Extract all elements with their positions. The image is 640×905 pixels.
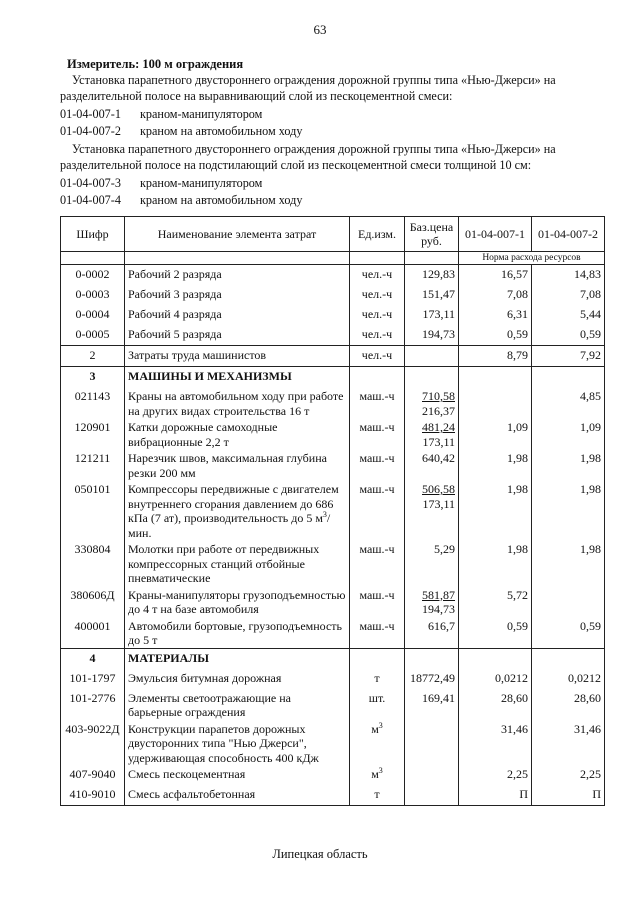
row-code xyxy=(61,689,125,720)
row-name xyxy=(125,785,350,806)
row-v1-text: 0,0212 xyxy=(495,670,528,685)
row-price-text: 581,87 xyxy=(422,587,455,602)
row-v1 xyxy=(459,689,532,720)
row-name-sup: 3 xyxy=(322,510,327,519)
row-name-text: Конструкции парапетов дорожных двусторонних типа "Нью Джерси", удерживающая способность 400 кДж xyxy=(128,721,319,765)
row-unit xyxy=(350,387,405,418)
row-v1-text: 31,46 xyxy=(501,721,528,736)
row-unit-text: м xyxy=(371,767,379,781)
item-code: 01-04-007-4 xyxy=(60,193,121,207)
table-row xyxy=(61,265,605,286)
row-v2 xyxy=(532,346,605,367)
table-row xyxy=(61,785,605,806)
row-v2 xyxy=(532,387,605,418)
table-row xyxy=(61,325,605,346)
row-unit xyxy=(350,285,405,305)
header-unit: Ед.изм. xyxy=(350,217,405,252)
row-price-text: 194,73 xyxy=(422,327,455,341)
row-price-text: 616,7 xyxy=(428,618,455,633)
row-price xyxy=(405,325,459,346)
row-price-text: 169,41 xyxy=(422,690,455,705)
header-col2: 01-04-007-2 xyxy=(532,217,605,252)
row-unit xyxy=(350,586,405,617)
row-v2 xyxy=(532,617,605,649)
item-label: краном-манипулятором xyxy=(140,176,263,190)
row-price xyxy=(405,689,459,720)
row-v1 xyxy=(459,387,532,418)
row-v2-text: 0,59 xyxy=(580,618,601,633)
row-v1 xyxy=(459,540,532,586)
header-name: Наименование элемента затрат xyxy=(125,217,350,252)
row-v2-text: П xyxy=(592,787,601,801)
row-price xyxy=(405,305,459,325)
row-price xyxy=(405,785,459,806)
row-v1 xyxy=(459,346,532,367)
row-unit xyxy=(350,689,405,720)
row-unit-text: чел.-ч xyxy=(361,267,393,281)
row-name-text: Эмульсия битумная дорожная xyxy=(128,670,282,685)
row-name-text: Автомобили бортовые, грузоподъемность до 5 т xyxy=(128,618,343,647)
row-v2 xyxy=(532,367,605,388)
row-price-text: 18772,49 xyxy=(410,670,455,685)
row-price-text: 173,11 xyxy=(422,307,455,321)
row-v2-text: 1,98 xyxy=(580,542,601,556)
table-row xyxy=(61,540,605,586)
row-unit xyxy=(350,367,405,388)
row-name-text: Элементы светоотражающие на барьерные ограждения xyxy=(128,690,291,719)
row-unit xyxy=(350,305,405,325)
row-v1-text: 28,60 xyxy=(501,690,528,705)
row-price xyxy=(405,265,459,286)
row-name xyxy=(125,540,350,586)
row-name-text: Компрессоры передвижные с двигателем внутреннего сгорания давлением до 686 кПа (7 ат), производительность до 5 м xyxy=(128,482,339,525)
table-row xyxy=(61,346,605,367)
row-name-text: Затраты труда машинистов xyxy=(128,348,267,362)
row-name xyxy=(125,346,350,367)
row-v2-text: 7,92 xyxy=(580,348,601,362)
meter-heading: Измеритель: 100 м ограждения xyxy=(67,57,244,71)
table-row xyxy=(61,285,605,305)
row-price-text: 481,24 xyxy=(422,420,455,434)
row-code xyxy=(61,367,125,388)
row-name xyxy=(125,418,350,449)
row-v2-text: 4,85 xyxy=(580,389,601,403)
row-price xyxy=(405,720,459,766)
row-v1-text: 1,98 xyxy=(507,482,528,496)
row-name-text: МАТЕРИАЛЫ xyxy=(128,650,209,665)
row-price-text: 5,29 xyxy=(434,542,455,556)
row-unit-text: чел.-ч xyxy=(361,327,393,341)
row-price-machinist: 173,11 xyxy=(422,496,455,511)
row-price xyxy=(405,367,459,388)
row-code-text: 330804 xyxy=(74,542,111,556)
row-v1-text: 2,25 xyxy=(507,767,528,781)
row-code-text: 101-1797 xyxy=(69,670,116,685)
row-v1-text: 0,59 xyxy=(507,327,528,341)
row-unit-text: маш.-ч xyxy=(359,482,395,496)
row-price xyxy=(405,346,459,367)
row-unit xyxy=(350,617,405,649)
item-code: 01-04-007-3 xyxy=(60,176,121,190)
row-code xyxy=(61,346,125,367)
row-unit-text: чел.-ч xyxy=(361,348,393,362)
row-v2 xyxy=(532,689,605,720)
row-v2 xyxy=(532,669,605,689)
item-code: 01-04-007-2 xyxy=(60,124,121,138)
row-v2 xyxy=(532,449,605,480)
row-unit xyxy=(350,765,405,785)
row-code xyxy=(61,648,125,669)
row-code xyxy=(61,265,125,286)
row-v2-text: 0,59 xyxy=(580,327,601,341)
row-v1 xyxy=(459,617,532,649)
row-v1 xyxy=(459,648,532,669)
row-name xyxy=(125,449,350,480)
row-v2-text: 31,46 xyxy=(574,721,601,736)
row-price-text: 710,58 xyxy=(422,389,455,403)
row-price xyxy=(405,765,459,785)
row-name xyxy=(125,586,350,617)
row-v1-text: П xyxy=(519,787,528,801)
row-unit-text: чел.-ч xyxy=(361,307,393,321)
table-row xyxy=(61,765,605,785)
row-code xyxy=(61,669,125,689)
row-name xyxy=(125,689,350,720)
row-v1 xyxy=(459,325,532,346)
row-name-text: Молотки при работе от передвижных компрессорных станций отбойные пневматические xyxy=(128,542,320,585)
row-unit-text: маш.-ч xyxy=(359,587,395,602)
row-name-text: Рабочий 4 разряда xyxy=(128,307,222,321)
row-v2 xyxy=(532,648,605,669)
table-row xyxy=(61,387,605,418)
row-code-text: 4 xyxy=(89,650,96,665)
row-code xyxy=(61,720,125,766)
row-v2-text: 1,09 xyxy=(580,420,601,434)
row-v1 xyxy=(459,367,532,388)
header-col1: 01-04-007-1 xyxy=(459,217,532,252)
row-unit xyxy=(350,669,405,689)
page-number: 63 xyxy=(313,22,327,37)
group1-item-2 xyxy=(60,124,302,139)
item-label: краном на автомобильном ходу xyxy=(140,124,303,138)
row-price-text: 640,42 xyxy=(422,451,455,465)
row-name xyxy=(125,305,350,325)
table-row xyxy=(61,305,605,325)
row-v1 xyxy=(459,785,532,806)
row-unit xyxy=(350,785,405,806)
row-v1 xyxy=(459,305,532,325)
table-body xyxy=(61,265,605,806)
table-row xyxy=(61,418,605,449)
row-code-text: 0-0005 xyxy=(75,327,110,341)
row-name-text: Нарезчик швов, максимальная глубина резки 200 мм xyxy=(128,451,327,480)
row-unit xyxy=(350,418,405,449)
row-v2 xyxy=(532,720,605,766)
row-v2 xyxy=(532,586,605,617)
row-name xyxy=(125,480,350,540)
row-price-machinist: 194,73 xyxy=(422,602,455,616)
table-subheader-row xyxy=(61,252,605,265)
group1-description: Установка парапетного двустороннего ограждения дорожной группы типа «Нью-Джерси» на разделительной полосе на выравнивающий слой из пескоцементной смеси: xyxy=(60,73,556,103)
row-code-text: 407-9040 xyxy=(69,767,116,781)
row-code xyxy=(61,387,125,418)
row-v1 xyxy=(459,480,532,540)
group2-description: Установка парапетного двустороннего ограждения дорожной группы типа «Нью-Джерси» на разделительной полосе на подстилающий слой из пескоцементной смеси толщиной 10 см: xyxy=(60,142,556,172)
table-row xyxy=(61,480,605,540)
header-price-line2: руб. xyxy=(421,234,442,248)
row-v1-text: 1,09 xyxy=(507,420,528,434)
row-code-text: 0-0004 xyxy=(75,307,110,321)
row-unit-sup: 3 xyxy=(378,766,383,775)
row-name xyxy=(125,669,350,689)
row-v1 xyxy=(459,720,532,766)
row-unit xyxy=(350,265,405,286)
row-name xyxy=(125,648,350,669)
row-price-text: 506,58 xyxy=(422,482,455,496)
row-unit-text: маш.-ч xyxy=(359,420,395,434)
row-code xyxy=(61,540,125,586)
row-v1-text: 6,31 xyxy=(507,307,528,321)
row-code xyxy=(61,785,125,806)
row-price xyxy=(405,449,459,480)
row-name xyxy=(125,617,350,649)
row-code-text: 0-0002 xyxy=(75,267,110,281)
header-code: Шифр xyxy=(61,217,125,252)
header-price xyxy=(405,217,459,252)
row-name-text: Смесь пескоцементная xyxy=(128,767,246,781)
row-name-text: Рабочий 2 разряда xyxy=(128,267,222,281)
row-v2-text: 1,98 xyxy=(580,482,601,496)
row-name xyxy=(125,325,350,346)
row-code-text: 120901 xyxy=(74,420,111,434)
row-unit-text: маш.-ч xyxy=(359,389,395,403)
norm-note: Норма расхода ресурсов xyxy=(459,252,605,265)
row-v2-text: 7,08 xyxy=(580,287,601,301)
section-row xyxy=(61,367,605,388)
row-v2-text: 2,25 xyxy=(580,767,601,781)
row-code-text: 101-2776 xyxy=(69,690,116,705)
row-name xyxy=(125,367,350,388)
row-code xyxy=(61,449,125,480)
row-price xyxy=(405,480,459,540)
row-price xyxy=(405,669,459,689)
table-row xyxy=(61,720,605,766)
row-unit xyxy=(350,346,405,367)
row-v1-text: 8,79 xyxy=(507,348,528,362)
row-v1-text: 16,57 xyxy=(501,267,528,281)
row-v1-text: 5,72 xyxy=(507,587,528,602)
row-code xyxy=(61,617,125,649)
row-v2-text: 28,60 xyxy=(574,690,601,705)
row-price-text: 129,83 xyxy=(422,267,455,281)
row-v2 xyxy=(532,785,605,806)
row-name xyxy=(125,765,350,785)
row-v1-text: 7,08 xyxy=(507,287,528,301)
table-row xyxy=(61,617,605,649)
group1-item-1 xyxy=(60,107,262,122)
row-unit xyxy=(350,648,405,669)
row-price-machinist: 173,11 xyxy=(422,434,455,449)
row-v2-text: 5,44 xyxy=(580,307,601,321)
row-price xyxy=(405,418,459,449)
table-header-row xyxy=(61,217,605,252)
row-v1 xyxy=(459,449,532,480)
row-v2 xyxy=(532,285,605,305)
row-v1 xyxy=(459,418,532,449)
row-code-text: 0-0003 xyxy=(75,287,110,301)
row-code-text: 400001 xyxy=(74,618,111,633)
footer-region: Липецкая область xyxy=(272,847,368,861)
row-name xyxy=(125,285,350,305)
row-price xyxy=(405,387,459,418)
section-row xyxy=(61,648,605,669)
row-v1 xyxy=(459,285,532,305)
item-code: 01-04-007-1 xyxy=(60,107,121,121)
row-unit-text: маш.-ч xyxy=(359,542,395,556)
row-v2 xyxy=(532,480,605,540)
row-price xyxy=(405,648,459,669)
row-name-text: Краны на автомобильном ходу при работе на других видах строительства 16 т xyxy=(128,389,344,418)
row-code-text: 050101 xyxy=(74,482,111,496)
row-unit-text: маш.-ч xyxy=(359,451,395,465)
row-unit-text: шт. xyxy=(368,690,386,705)
row-price-machinist: 216,37 xyxy=(422,403,455,418)
row-name-text: Краны-манипуляторы грузоподъемностью до 4 т на базе автомобиля xyxy=(128,587,346,616)
row-code-text: 410-9010 xyxy=(69,787,116,801)
header-price-line1: Баз.цена xyxy=(409,220,454,234)
row-name xyxy=(125,720,350,766)
row-unit-text: т xyxy=(374,787,380,801)
row-name xyxy=(125,265,350,286)
row-name-tail: /мин. xyxy=(128,511,331,540)
row-v1 xyxy=(459,265,532,286)
row-code-text: 021143 xyxy=(74,389,111,403)
resource-table xyxy=(60,216,605,806)
row-unit xyxy=(350,325,405,346)
table-row xyxy=(61,689,605,720)
row-name-text: Смесь асфальтобетонная xyxy=(128,787,256,801)
item-label: краном на автомобильном ходу xyxy=(140,193,303,207)
group2-item-1 xyxy=(60,176,262,191)
row-v1 xyxy=(459,669,532,689)
item-label: краном-манипулятором xyxy=(140,107,263,121)
row-v2 xyxy=(532,418,605,449)
row-v2 xyxy=(532,305,605,325)
row-code-text: 121211 xyxy=(74,451,111,465)
row-code xyxy=(61,325,125,346)
row-unit xyxy=(350,449,405,480)
row-v2-text: 1,98 xyxy=(580,451,601,465)
row-price xyxy=(405,617,459,649)
row-v2-text: 14,83 xyxy=(574,267,601,281)
row-v1 xyxy=(459,765,532,785)
table-row xyxy=(61,669,605,689)
table-row xyxy=(61,586,605,617)
row-code xyxy=(61,765,125,785)
row-unit xyxy=(350,540,405,586)
row-price xyxy=(405,586,459,617)
row-name-text: МАШИНЫ И МЕХАНИЗМЫ xyxy=(128,369,292,383)
row-v1-text: 0,59 xyxy=(507,618,528,633)
row-name xyxy=(125,387,350,418)
row-unit xyxy=(350,480,405,540)
row-v2 xyxy=(532,265,605,286)
row-unit-text: м xyxy=(371,721,379,736)
row-code-text: 2 xyxy=(89,348,96,362)
row-name-text: Рабочий 3 разряда xyxy=(128,287,222,301)
row-v2-text: 0,0212 xyxy=(568,670,601,685)
row-unit-text: чел.-ч xyxy=(361,287,393,301)
row-code xyxy=(61,480,125,540)
row-v1 xyxy=(459,586,532,617)
row-name-text: Рабочий 5 разряда xyxy=(128,327,222,341)
row-unit-text: маш.-ч xyxy=(359,618,395,633)
row-v1-text: 1,98 xyxy=(507,451,528,465)
row-v2 xyxy=(532,765,605,785)
row-price xyxy=(405,540,459,586)
row-price xyxy=(405,285,459,305)
row-v2 xyxy=(532,540,605,586)
row-code-text: 380606Д xyxy=(70,587,115,602)
row-v1-text: 1,98 xyxy=(507,542,528,556)
row-code xyxy=(61,586,125,617)
row-unit-sup: 3 xyxy=(378,720,383,730)
row-unit-text: т xyxy=(374,670,380,685)
row-name-text: Катки дорожные самоходные вибрационные 2,2 т xyxy=(128,420,278,449)
row-code xyxy=(61,285,125,305)
row-code-text: 3 xyxy=(89,369,96,383)
row-unit xyxy=(350,720,405,766)
row-v2 xyxy=(532,325,605,346)
row-code-text: 403-9022Д xyxy=(65,721,120,736)
row-code xyxy=(61,305,125,325)
row-code xyxy=(61,418,125,449)
table-row xyxy=(61,449,605,480)
row-price-text: 151,47 xyxy=(422,287,455,301)
group2-item-2 xyxy=(60,193,302,208)
